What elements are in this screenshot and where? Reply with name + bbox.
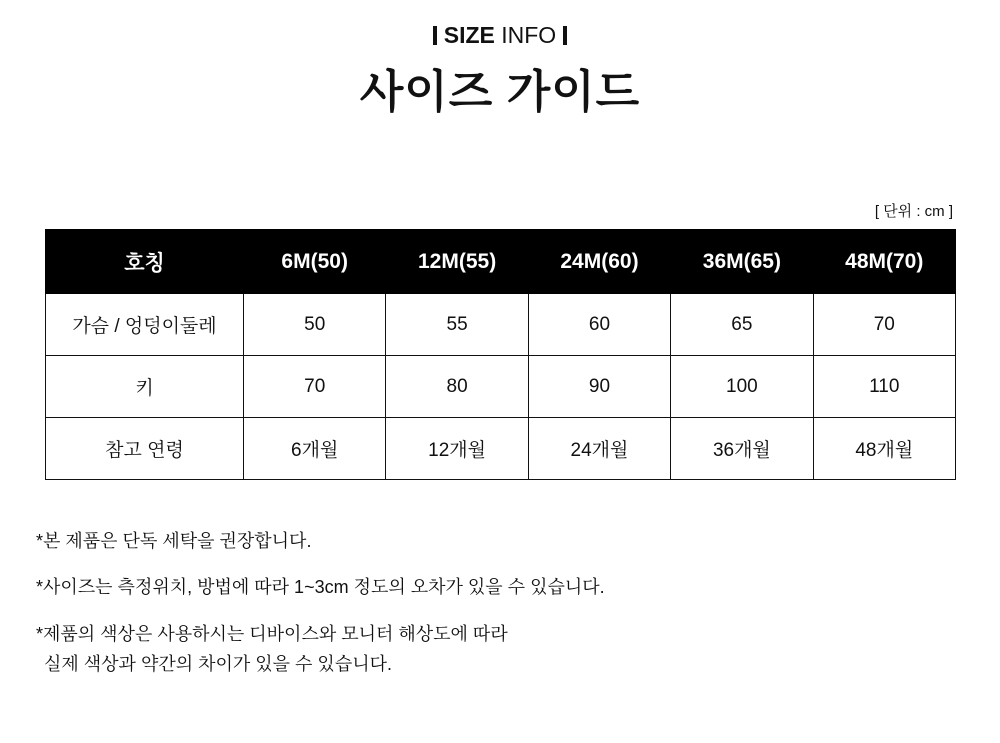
cell-height-6m: 70: [244, 356, 386, 418]
size-table-container: [45, 229, 955, 480]
table-row: [46, 294, 956, 356]
cell-height-12m: 80: [386, 356, 528, 418]
row-label-reference-age: 참고 연령: [46, 418, 244, 480]
bar-right-icon: [563, 26, 567, 45]
cell-height-48m: 110: [813, 356, 955, 418]
table-body: [46, 294, 956, 480]
page-title: 사이즈 가이드: [359, 66, 641, 117]
cell-height-24m: 90: [528, 356, 670, 418]
bar-left-icon: [433, 26, 437, 45]
cell-age-24m: 24개월: [528, 418, 670, 480]
size-guide-page: [0, 24, 1000, 743]
cell-age-12m: 12개월: [386, 418, 528, 480]
eyebrow-light-text: INFO: [501, 22, 557, 48]
notes-section: [36, 529, 966, 698]
cell-chest-hip-48m: 70: [813, 294, 955, 356]
cell-age-36m: 36개월: [671, 418, 813, 480]
note-color-device-line2: 실제 색상과 약간의 차이가 있을 수 있습니다.: [44, 653, 392, 674]
cell-height-36m: 100: [671, 356, 813, 418]
cell-chest-hip-12m: 55: [386, 294, 528, 356]
table-row: [46, 418, 956, 480]
unit-note: [ 단위 : cm ]: [874, 203, 953, 220]
column-header-6m: 6M(50): [244, 230, 386, 294]
row-label-chest-hip: 가슴 / 엉덩이둘레: [46, 294, 244, 356]
note-wash: *본 제품은 단독 세탁을 권장합니다.: [36, 531, 312, 551]
eyebrow-strong-text: SIZE: [443, 22, 495, 48]
table-header-row: [46, 230, 956, 294]
cell-chest-hip-36m: 65: [671, 294, 813, 356]
eyebrow-heading: [0, 24, 1000, 47]
column-header-48m: 48M(70): [813, 230, 955, 294]
column-header-12m: 12M(55): [386, 230, 528, 294]
table-row: [46, 356, 956, 418]
cell-chest-hip-24m: 60: [528, 294, 670, 356]
column-header-label: 호칭: [46, 230, 244, 294]
note-color-device-line1: *제품의 색상은 사용하시는 디바이스와 모니터 해상도에 따라: [36, 623, 508, 644]
cell-age-48m: 48개월: [813, 418, 955, 480]
column-header-24m: 24M(60): [528, 230, 670, 294]
row-label-height: 키: [46, 356, 244, 418]
column-header-36m: 36M(65): [671, 230, 813, 294]
cell-chest-hip-6m: 50: [244, 294, 386, 356]
note-measurement-tolerance: *사이즈는 측정위치, 방법에 따라 1~3cm 정도의 오차가 있을 수 있습니다.: [36, 577, 605, 598]
cell-age-6m: 6개월: [244, 418, 386, 480]
table-header: [46, 230, 956, 294]
size-table: [45, 229, 956, 480]
